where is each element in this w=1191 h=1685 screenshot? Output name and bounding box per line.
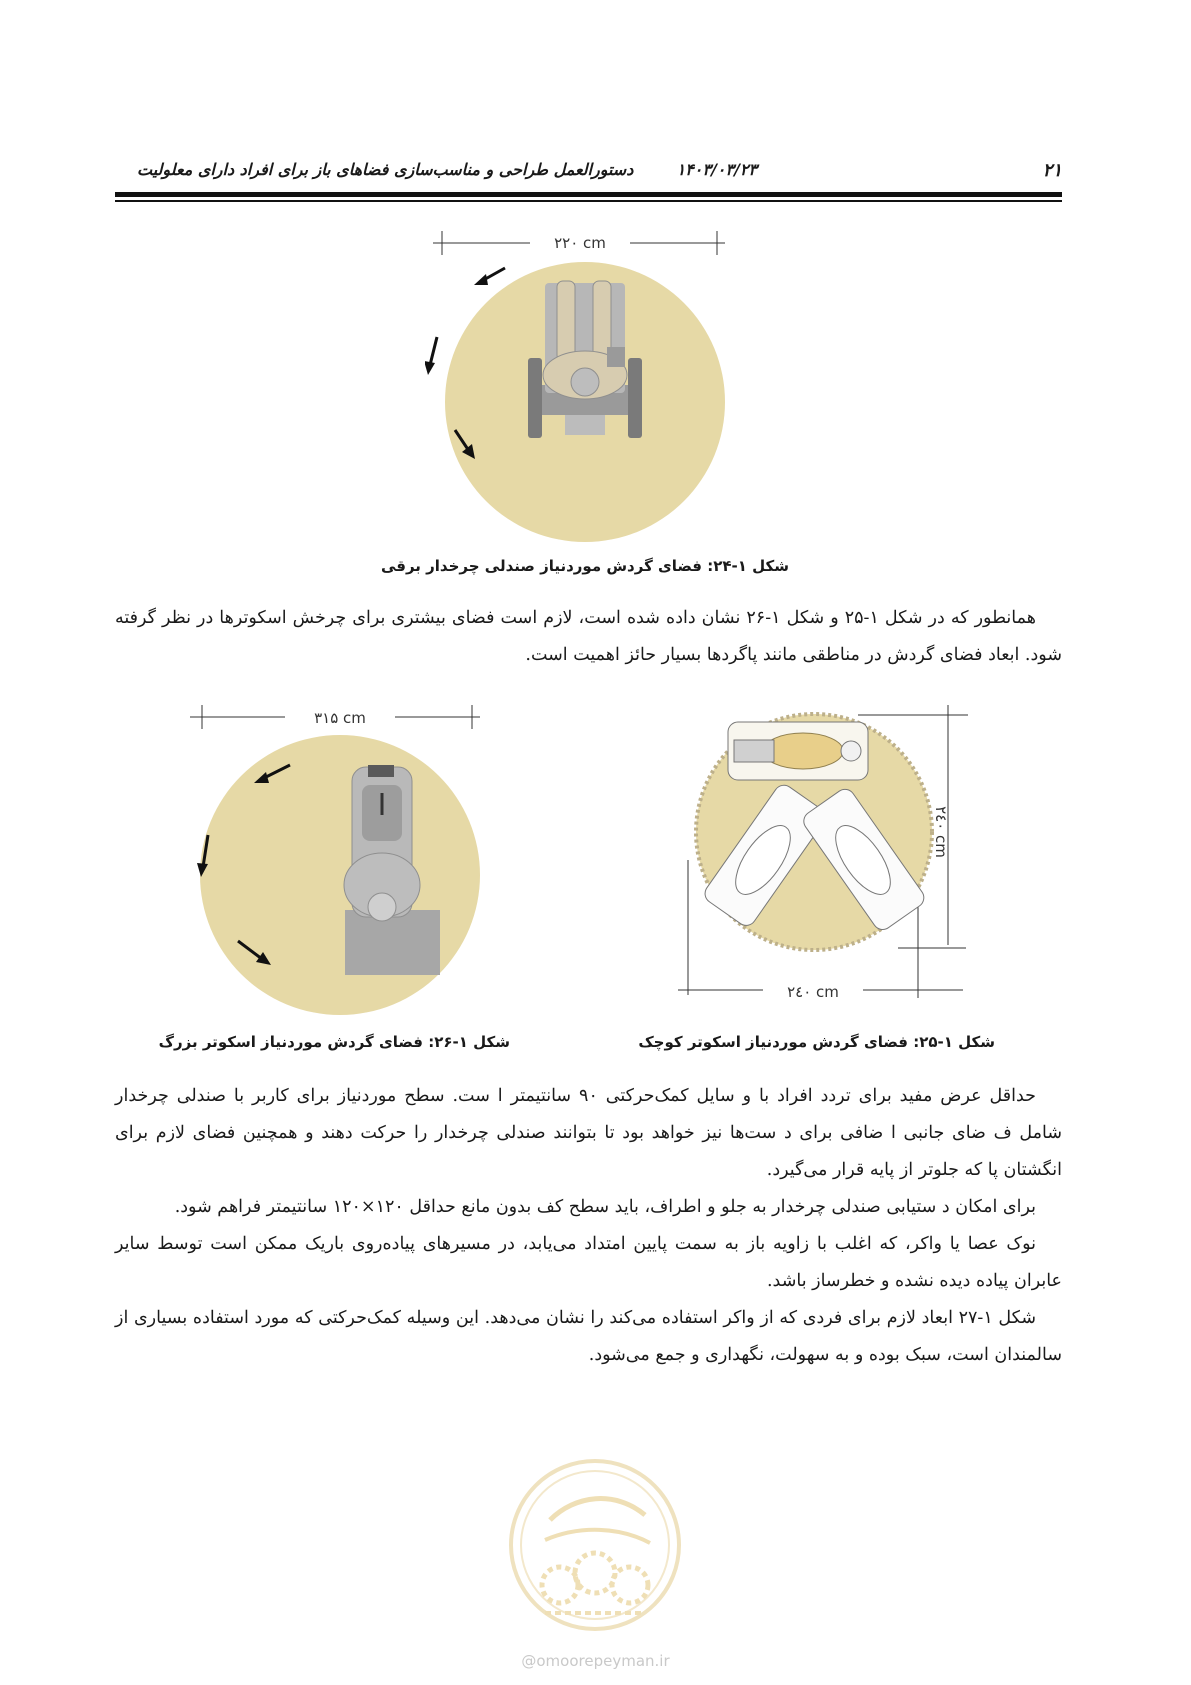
small-scooter-turning-diagram [668, 700, 968, 1000]
paragraphs-block [115, 1078, 1062, 1374]
figure-25 [668, 700, 968, 1000]
watermark-url: @omoorepeyman.ir [521, 1652, 670, 1670]
paragraph-5: شکل ۱-۲۷ ابعاد لازم برای فردی که از واکر استفاده می‌کند را نشان می‌دهد. این وسیله کمک‌حرکتی که مورد استفاده بسیاری از سالمندان است، سبک بوده و به سهولت، نگهداری و جمع می‌شود. [115, 1308, 1062, 1365]
header-date: ۱۴۰۳/۰۳/۲۳ [676, 160, 757, 179]
page-number: ۲۱ [1042, 160, 1062, 181]
fig25-dim-bottom: ۲٤۰ cm [787, 983, 839, 1000]
figure-24 [425, 225, 745, 545]
fig26-caption: شکل ۱-۲۶: فضای گردش موردنیاز اسکوتر بزرگ [158, 1033, 510, 1051]
page-header [115, 160, 1062, 188]
fig25-caption: شکل ۱-۲۵: فضای گردش موردنیاز اسکوتر کوچک [638, 1033, 995, 1051]
watermark-seal [505, 1455, 685, 1639]
paragraph-3: برای امکان د ستیابی صندلی چرخدار به جلو و اطراف، باید سطح کف بدون مانع حداقل ۱۲۰×۱۲۰ سانتیمتر فراهم شود. [174, 1197, 1036, 1217]
fig24-dimension: ۲۲۰ cm [554, 234, 606, 252]
large-scooter-turning-diagram [190, 705, 490, 1025]
figure-26 [190, 705, 490, 1025]
paragraph-2: حداقل عرض مفید برای تردد افراد با و سایل کمک‌حرکتی ۹۰ سانتیمتر ا ست. سطح موردنیاز برای کاربر با صندلی چرخدار شامل ف ضای جانبی ا ضافی برای د ست‌ها نیز خواهد بود تا بتوانند صندلی چرخدار را حرکت دهند و همچنین فضای لازم برای انگشتان پا که جلوتر از پایه قرار می‌گیرد. [115, 1086, 1062, 1180]
wheelchair-turning-diagram [425, 225, 745, 545]
fig25-dim-side: ۲٤۰ cm [932, 806, 950, 858]
paragraph-4: نوک عصا یا واکر، که اغلب با زاویه باز به سمت پایین امتداد می‌یابد، در مسیرهای پیاده‌روی باریک ممکن است توسط سایر عابران پیاده دیده نشده و خطرساز باشد. [115, 1234, 1062, 1291]
header-rule-thick [115, 192, 1062, 197]
header-rule-thin [115, 200, 1062, 202]
paragraph-1: همانطور که در شکل ۱-۲۵ و شکل ۱-۲۶ نشان داده شده است، لازم است فضای بیشتری برای چرخش اسکوترها در نظر گرفته شود. ابعاد فضای گردش در مناطقی مانند پاگردها بسیار حائز اهمیت است. [115, 608, 1062, 665]
header-title: دستورالعمل طراحی و مناسب‌سازی فضاهای باز برای افراد دارای معلولیت [137, 160, 634, 179]
seal-logo-icon [505, 1455, 685, 1635]
fig24-caption: شکل ۱-۲۴: فضای گردش موردنیاز صندلی چرخدار برقی [380, 557, 790, 575]
fig26-dimension: ۳۱۵ cm [314, 709, 366, 727]
